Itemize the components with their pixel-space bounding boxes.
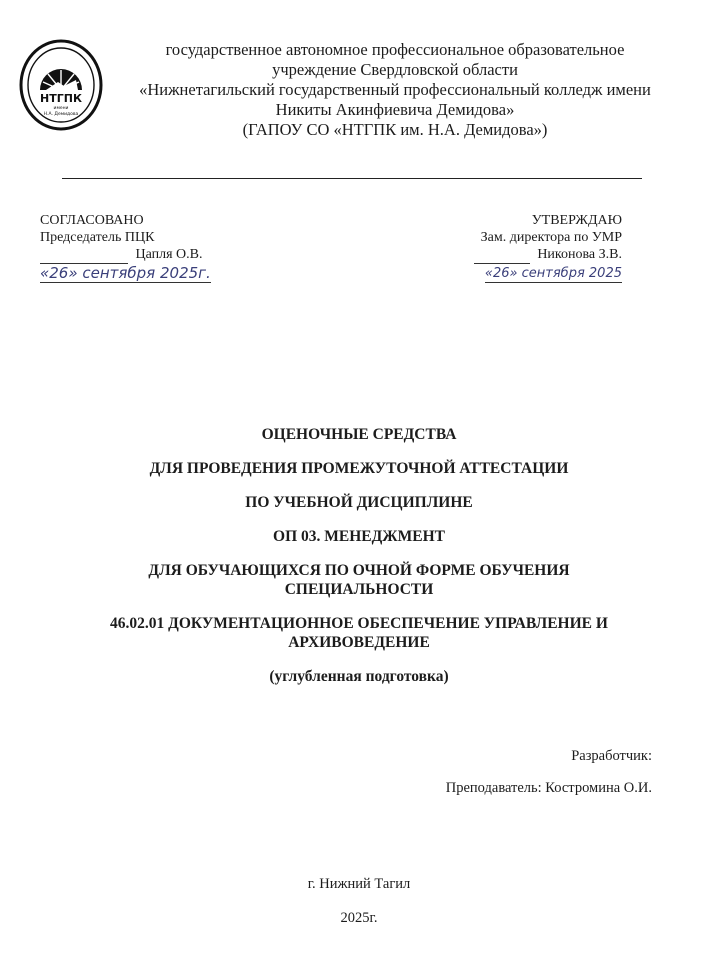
approval-right-date: «26» сентября 2025 — [484, 266, 622, 281]
title-line: ДЛЯ ПРОВЕДЕНИЯ ПРОМЕЖУТОЧНОЙ АТТЕСТАЦИИ — [149, 460, 569, 477]
approval-left-name: Цапля О.В. — [135, 247, 203, 262]
approval-left-role: Председатель ПЦК — [40, 230, 155, 245]
approval-right-signature-row — [474, 246, 622, 264]
approval-left-signature-row — [40, 246, 211, 264]
institution-header — [115, 40, 675, 140]
header-line: государственное автономное профессиональное образовательное — [165, 40, 625, 59]
title-line: ОП 03. МЕНЕДЖМЕНТ — [273, 528, 445, 545]
approval-right-name: Никонова З.В. — [537, 247, 622, 262]
signature-line — [474, 246, 530, 264]
signature-line — [40, 246, 128, 264]
header-line: «Нижнетагильский государственный профессиональный колледж имени — [139, 80, 651, 99]
title-line: 46.02.01 ДОКУМЕНТАЦИОННОЕ ОБЕСПЕЧЕНИЕ УПРАВЛЕНИЕ И — [110, 615, 608, 632]
approval-left-heading: СОГЛАСОВАНО — [40, 213, 144, 228]
title-subtitle: (углубленная подготовка) — [269, 668, 449, 685]
approval-left-date: «26» сентября 2025г. — [40, 264, 211, 282]
title-line: ОЦЕНОЧНЫЕ СРЕДСТВА — [261, 426, 457, 443]
document-title — [0, 425, 718, 701]
developer-label: Разработчик: — [571, 748, 652, 764]
college-logo — [18, 38, 104, 132]
header-line: (ГАПОУ СО «НТГПК им. Н.А. Демидова») — [242, 120, 548, 139]
header-line: Никиты Акинфиевича Демидова» — [275, 100, 515, 119]
header-divider — [62, 178, 642, 179]
title-line: ДЛЯ ОБУЧАЮЩИХСЯ ПО ОЧНОЙ ФОРМЕ ОБУЧЕНИЯ — [148, 562, 570, 579]
footer-year: 2025г. — [340, 910, 378, 926]
footer-city: г. Нижний Тагил — [307, 876, 411, 892]
title-line: ПО УЧЕБНОЙ ДИСЦИПЛИНЕ — [245, 494, 473, 511]
approval-right-heading: УТВЕРЖДАЮ — [531, 213, 622, 228]
developer-teacher: Преподаватель: Костромина О.И. — [445, 780, 652, 796]
approval-right-role: Зам. директора по УМР — [480, 230, 622, 245]
logo-small-1: имени — [53, 106, 69, 111]
logo-small-2: Н.А. Демидова — [43, 112, 79, 117]
logo-abbr: НТГПК — [40, 92, 82, 105]
header-line: учреждение Свердловской области — [272, 60, 518, 79]
approval-right — [474, 212, 622, 283]
title-line: СПЕЦИАЛЬНОСТИ — [284, 581, 434, 598]
approval-left — [40, 212, 211, 283]
title-line: АРХИВОВЕДЕНИЕ — [288, 634, 430, 651]
